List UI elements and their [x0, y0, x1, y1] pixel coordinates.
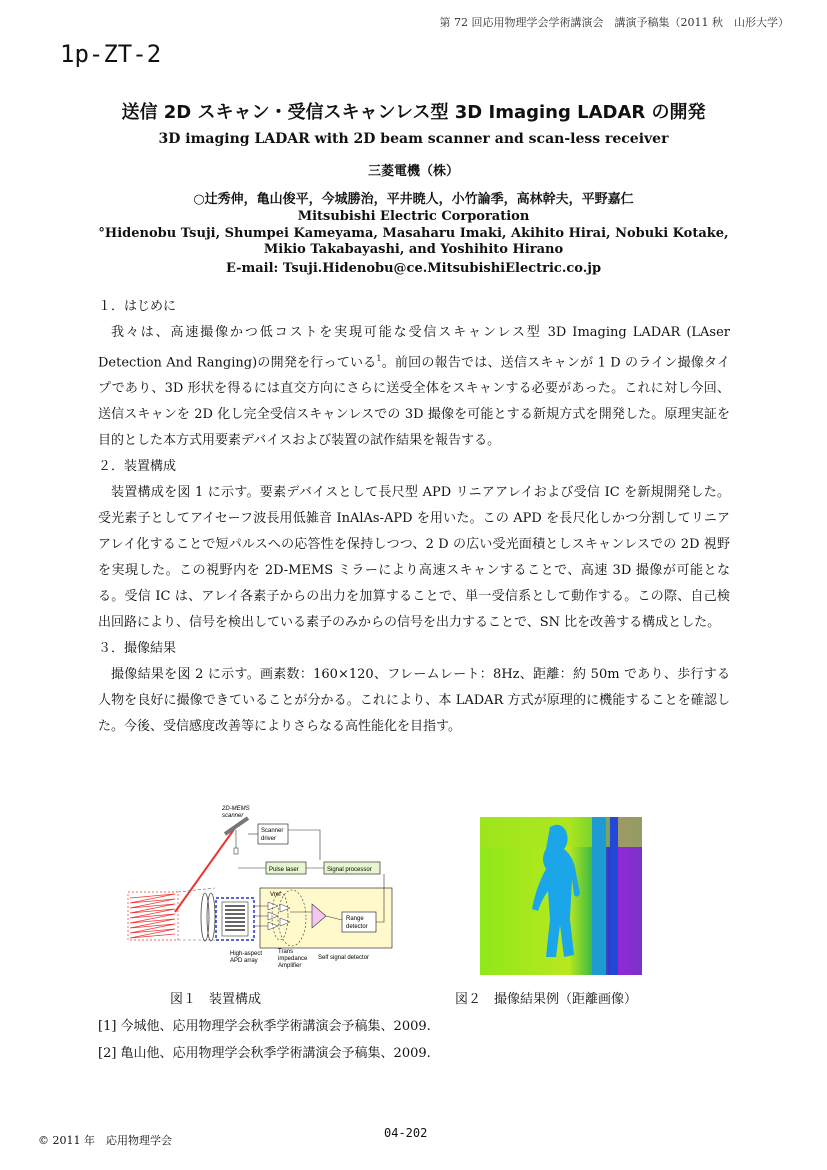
apd-label-2: APD array	[230, 958, 258, 964]
pulse-laser-label: Pulse laser	[269, 867, 299, 873]
tia-label-1: Trans	[278, 949, 294, 955]
email: E-mail: Tsuji.Hidenobu@ce.MitsubishiElectric.co.jp	[225, 261, 602, 276]
vref-label: Vref	[270, 892, 281, 898]
section1-text	[98, 320, 730, 454]
section3-text: 撮像結果を図 2 に示す。画素数：160×120、フレームレート：8Hz、距離：約 50m であり、歩行する人物を良好に撮像できていることが分かる。これにより、本 LADAR 方式が原理的に機能することを確認した。今後、受信感度改善等によりさらなる高性能化を目指す。	[98, 667, 730, 735]
reference-2: [2] 亀山他、応用物理学会秋季学術講演会予稿集、2009.	[98, 1046, 431, 1061]
page-number: 04-202	[384, 1126, 428, 1140]
figure1-caption: 図１ 装置構成	[170, 992, 262, 1007]
copyright: © 2011 年 応用物理学会	[38, 1134, 172, 1147]
conference-header: 第 72 回応用物理学会学術講演会 講演予稿集（2011 秋 山形大学）	[439, 16, 789, 29]
figure1-diagram	[120, 800, 410, 980]
driver-label-2: driver	[261, 836, 277, 842]
title-ja: 送信 2D スキャン・受信スキャンレス型 3D Imaging LADAR の開発	[121, 102, 706, 123]
section2-title: ２．装置構成	[98, 459, 177, 475]
apd-label-1: High-aspect	[230, 951, 263, 957]
target-pattern	[128, 892, 178, 940]
signal-processor-label: Signal processor	[327, 867, 372, 873]
authors-en-line2: Mikio Takabayashi, and Yoshihito Hirano	[263, 242, 564, 257]
tia-label-2: impedance	[278, 956, 308, 962]
citation-1: 1	[376, 354, 382, 363]
authors-en	[0, 226, 827, 258]
figure2-range-image	[480, 817, 642, 975]
self-detector-label: Self signal detector	[318, 955, 370, 961]
section1-text-a: 我々は、高速撮像かつ低コストを実現可能な受信スキャンレス型 3D Imaging LADAR (LAser Detection And Ranging)の開発を行っている	[98, 325, 730, 371]
driver-label-1: Scanner	[261, 828, 284, 834]
reference-1: [1] 今城他、応用物理学会秋季学術講演会予稿集、2009.	[98, 1019, 431, 1034]
section1-text-b: 。前回の報告では、送信スキャンが 1 D のライン撮像タイプであり、3D 形状を得るには直交方向にさらに送受全体をスキャンする必要があった。これに対し今回、送信スキャンを 2D 化し完全受信スキャンレスでの 3D 撮像を可能とする新規方式を開発した。原理実証を目的とした本方式用要素デバイスおよび装置の試作結果を報告する。	[98, 355, 730, 449]
section1-title: １．はじめに	[98, 299, 177, 314]
mems-label: 2D-MEMS	[222, 806, 250, 812]
organization-ja: 三菱電機（株）	[367, 164, 459, 179]
range-label-1: Range	[346, 916, 364, 922]
authors-ja: ○辻秀伸，亀山俊平，今城勝治，平井暁人，小竹論季，高林幹夫，平野嘉仁	[193, 192, 634, 207]
mems-label-2: scanner	[222, 813, 244, 819]
section3-title: ３．撮像結果	[98, 641, 177, 657]
paper-code: 1p-ZT-2	[60, 40, 162, 68]
mems-mirror-icon	[225, 818, 248, 834]
section2-text: 装置構成を図 1 に示す。要素デバイスとして長尺型 APD リニアアレイおよび受信 IC を新規開発した。受光素子としてアイセーフ波長用低雑音 InAlAs-APD を用いた。この APD を長尺化しかつ分割してリニアアレイ化することで短パルスへの応答性を保持しつつ、2 D の広い受光面積としスキャンレスでの 2D 視野を実現した。この視野内を 2D-MEMS ミラーにより高速スキャンすることで、高速 3D 撮像が可能となる。受信 IC は、アレイ各素子からの出力を加算することで、単一受信系として動作する。この際、自己検出回路により、信号を検出している素子のみからの信号を出力することで、SN 比を改善する構成とした。	[98, 485, 730, 631]
figure2-caption: 図２ 撮像結果例（距離画像）	[455, 992, 638, 1007]
tia-label-3: Amplifier	[278, 963, 302, 969]
authors-en-line1: °Hidenobu Tsuji, Shumpei Kameyama, Masaharu Imaki, Akihito Hirai, Nobuki Kotake,	[98, 226, 729, 241]
organization-en: Mitsubishi Electric Corporation	[297, 209, 530, 224]
body-text	[98, 294, 730, 740]
title-en: 3D imaging LADAR with 2D beam scanner and scan-less receiver	[158, 131, 669, 147]
range-label-2: detector	[346, 924, 368, 930]
